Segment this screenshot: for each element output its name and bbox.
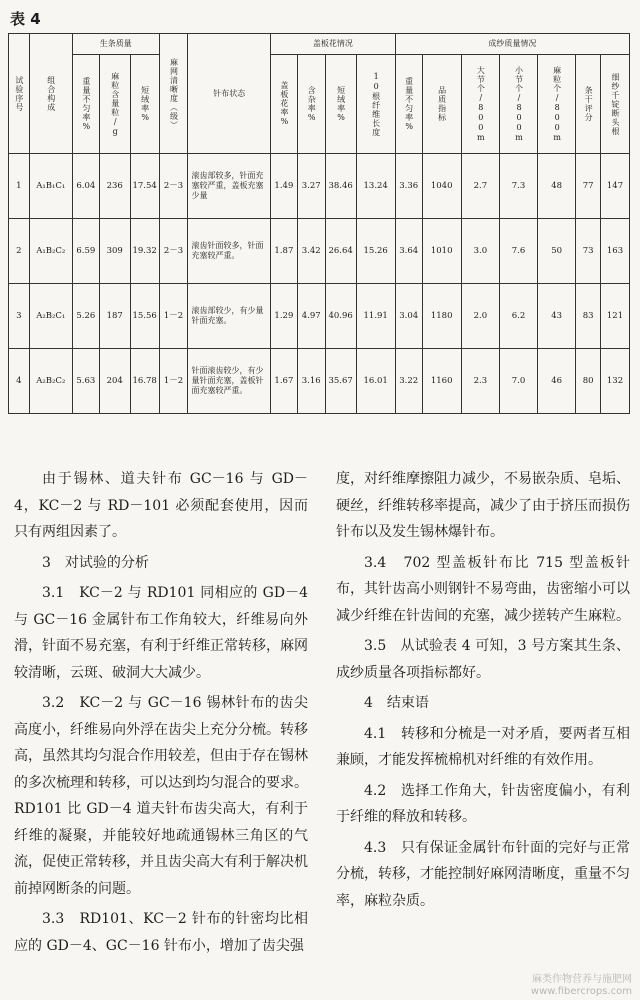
watermark-line-1: 麻类作物营养与施肥网 xyxy=(532,974,632,985)
cell-short-fiber: 19.32 xyxy=(130,219,159,284)
col-cover-rate: 盖板花率% xyxy=(270,55,297,154)
cell-cover-rate: 1.49 xyxy=(270,154,297,219)
table-header-row-columns xyxy=(9,55,630,154)
cell-yarn-cv: 3.22 xyxy=(395,349,422,414)
cell-cover-rate: 1.67 xyxy=(270,349,297,414)
cell-yarn-cv: 3.64 xyxy=(395,219,422,284)
cell-combo: A₁B₁C₁ xyxy=(29,154,72,219)
cell-evenness-score: 83 xyxy=(576,284,601,349)
cell-yarn-neps: 46 xyxy=(538,349,576,414)
paragraph-3-4: 3.4 702 型盖板针布比 715 型盖板针布，其针齿高小则钢针不易弯曲，齿密缩小可以减少纤维在针齿间的充塞，减少搓转产生麻粒。 xyxy=(336,554,630,624)
col-yarn-neps: 麻粒个/800m xyxy=(538,55,576,154)
cell-small-knot: 7.6 xyxy=(499,219,537,284)
cell-sliver-cv: 6.04 xyxy=(72,154,99,219)
col-yarn-cv: 重量不匀率% xyxy=(395,55,422,154)
col-combo: 组合构成 xyxy=(29,34,72,154)
cell-web-clarity: 1－2 xyxy=(159,349,188,414)
cell-sliver-cv: 5.63 xyxy=(72,349,99,414)
section-heading-4: 4 结束语 xyxy=(364,695,429,711)
table-row xyxy=(9,219,630,284)
cell-small-knot: 7.0 xyxy=(499,349,537,414)
paragraph-4-2: 4.2 选择工作角大，针齿密度偏小，有利于纤维的释放和转移。 xyxy=(336,782,630,825)
cell-small-knot: 7.3 xyxy=(499,154,537,219)
paragraph-3-2: 3.2 KC－2 与 GC－16 锡林针布的齿尖高度小，纤维易向外浮在齿尖上充分分梳。转移高，虽然其均匀混合作用较差，但由于存在锡林的多次梳理和转移，可以达到均匀混合的要求。RD101 比 GD－4 道夫针布齿尖高大，有利于纤维的凝聚，并能较好地疏通锡林三角区的气流，促使正常转移，并且齿尖高大有利于解决机前掉网断条的问题。 xyxy=(14,695,308,897)
table-title: 表 4 xyxy=(10,10,41,28)
cell-impurity: 3.27 xyxy=(297,154,325,219)
paragraph-4-1: 4.1 转移和分梳是一对矛盾，要两者互相兼顾，才能发挥梳棉机对纤维的有效作用。 xyxy=(336,725,630,768)
cell-long-fiber: 16.01 xyxy=(356,349,395,414)
cell-no: 4 xyxy=(9,349,30,414)
results-table xyxy=(8,33,630,414)
cell-web-clarity: 1－2 xyxy=(159,284,188,349)
cell-big-knot: 2.3 xyxy=(461,349,499,414)
col-quality-index: 品质指标 xyxy=(422,55,461,154)
paragraph-3-3-continued: 度，对纤维摩擦阻力减少，不易嵌杂质、皂垢、硬丝，纤维转移率提高，减少了由于挤压而损伤针布以及发生锡林爆针布。 xyxy=(336,471,630,540)
cell-no: 3 xyxy=(9,284,30,349)
left-text-column xyxy=(14,466,308,963)
cell-quality-index: 1180 xyxy=(422,284,461,349)
cell-clothing-state: 滚齿针面较多，针面充塞较严重。 xyxy=(188,219,271,284)
cell-cover-rate: 1.87 xyxy=(270,219,297,284)
cell-breaks: 132 xyxy=(600,349,629,414)
cell-cover-short: 40.96 xyxy=(325,284,356,349)
cell-yarn-neps: 48 xyxy=(538,154,576,219)
intro-paragraph: 由于锡林、道夫针布 GC－16 与 GD－4，KC－2 与 RD－101 必须配套使用，因而只有两组因素了。 xyxy=(14,471,308,540)
cell-clothing-state: 针面滚齿较少，有少量针面充塞，盖板针面充塞较严重。 xyxy=(188,349,271,414)
cell-short-fiber: 17.54 xyxy=(130,154,159,219)
cell-long-fiber: 15.26 xyxy=(356,219,395,284)
cell-evenness-score: 80 xyxy=(576,349,601,414)
cell-big-knot: 2.7 xyxy=(461,154,499,219)
col-web-clarity: 麻网清晰度（级） xyxy=(159,34,188,154)
cell-cover-short: 26.64 xyxy=(325,219,356,284)
paragraph-3-3: 3.3 RD101、KC－2 针布的针密均比相应的 GD－4、GC－16 针布小，增加了齿尖强 xyxy=(14,911,308,954)
paragraph-3-5: 3.5 从试验表 4 可知，3 号方案其生条、成纱质量各项指标都好。 xyxy=(336,638,630,681)
section-heading-3: 3 对试验的分析 xyxy=(42,554,149,571)
cell-quality-index: 1160 xyxy=(422,349,461,414)
cell-long-fiber: 11.91 xyxy=(356,284,395,349)
cell-neps: 204 xyxy=(99,349,130,414)
cell-impurity: 4.97 xyxy=(297,284,325,349)
col-short-fiber: 短绒率% xyxy=(130,55,159,154)
cell-neps: 236 xyxy=(99,154,130,219)
cell-web-clarity: 2－3 xyxy=(159,154,188,219)
cell-breaks: 121 xyxy=(600,284,629,349)
group-sliver: 生条质量 xyxy=(72,34,159,55)
cell-no: 1 xyxy=(9,154,30,219)
cell-quality-index: 1040 xyxy=(422,154,461,219)
cell-sliver-cv: 5.26 xyxy=(72,284,99,349)
cell-big-knot: 3.0 xyxy=(461,219,499,284)
cell-yarn-cv: 3.04 xyxy=(395,284,422,349)
site-watermark xyxy=(531,974,632,998)
col-long-fiber: 10根纤维长度 xyxy=(356,55,395,154)
cell-combo: A₂B₂C₂ xyxy=(29,349,72,414)
table-row xyxy=(9,154,630,219)
cell-combo: A₂B₂C₁ xyxy=(29,284,72,349)
cell-quality-index: 1010 xyxy=(422,219,461,284)
col-evenness-score: 条干评分 xyxy=(576,55,601,154)
cell-yarn-neps: 50 xyxy=(538,219,576,284)
table-row xyxy=(9,284,630,349)
col-clothing-state: 针布状态 xyxy=(188,34,271,154)
watermark-line-2: www.fibercrops.com xyxy=(530,986,632,997)
cell-neps: 309 xyxy=(99,219,130,284)
col-exp-no: 试验序号 xyxy=(9,34,30,154)
col-sliver-cv: 重量不匀率% xyxy=(72,55,99,154)
table-row xyxy=(9,349,630,414)
cell-big-knot: 2.0 xyxy=(461,284,499,349)
cell-evenness-score: 77 xyxy=(576,154,601,219)
group-yarn-quality: 成纱质量情况 xyxy=(395,34,629,55)
right-text-column xyxy=(336,466,630,918)
cell-short-fiber: 16.78 xyxy=(130,349,159,414)
col-big-knot: 大节个/800m xyxy=(461,55,499,154)
group-cover-waste: 盖板花情况 xyxy=(270,34,395,55)
cell-breaks: 163 xyxy=(600,219,629,284)
cell-evenness-score: 73 xyxy=(576,219,601,284)
cell-neps: 187 xyxy=(99,284,130,349)
cell-web-clarity: 2－3 xyxy=(159,219,188,284)
cell-no: 2 xyxy=(9,219,30,284)
col-cover-short: 短绒率% xyxy=(325,55,356,154)
cell-impurity: 3.16 xyxy=(297,349,325,414)
table-header-row-groups xyxy=(9,34,630,55)
paragraph-3-1: 3.1 KC－2 与 RD101 同相应的 GD－4 与 GC－16 金属针布工作角较大，纤维易向外滑，针面不易充塞，有利于纤维正常转移，麻网较清晰，云斑、破洞大大减少。 xyxy=(14,585,308,681)
col-neps: 麻粒含量粒/g xyxy=(99,55,130,154)
cell-clothing-state: 滚齿部较少，有少量针面充塞。 xyxy=(188,284,271,349)
cell-long-fiber: 13.24 xyxy=(356,154,395,219)
col-impurity: 含杂率% xyxy=(297,55,325,154)
cell-impurity: 3.42 xyxy=(297,219,325,284)
cell-cover-rate: 1.29 xyxy=(270,284,297,349)
paragraph-4-3: 4.3 只有保证金属针布针面的完好与正常分梳，转移，才能控制好麻网清晰度，重量不匀率，麻粒杂质。 xyxy=(336,839,630,909)
cell-clothing-state: 滚齿部较多，针面充塞较严重，盖板充塞少量 xyxy=(188,154,271,219)
cell-cover-short: 35.67 xyxy=(325,349,356,414)
cell-yarn-neps: 43 xyxy=(538,284,576,349)
cell-yarn-cv: 3.36 xyxy=(395,154,422,219)
col-small-knot: 小节个/800m xyxy=(499,55,537,154)
cell-short-fiber: 15.56 xyxy=(130,284,159,349)
cell-combo: A₁B₂C₂ xyxy=(29,219,72,284)
cell-breaks: 147 xyxy=(600,154,629,219)
cell-small-knot: 6.2 xyxy=(499,284,537,349)
cell-cover-short: 38.46 xyxy=(325,154,356,219)
col-breaks: 细纱千锭断头根 xyxy=(600,55,629,154)
cell-sliver-cv: 6.59 xyxy=(72,219,99,284)
